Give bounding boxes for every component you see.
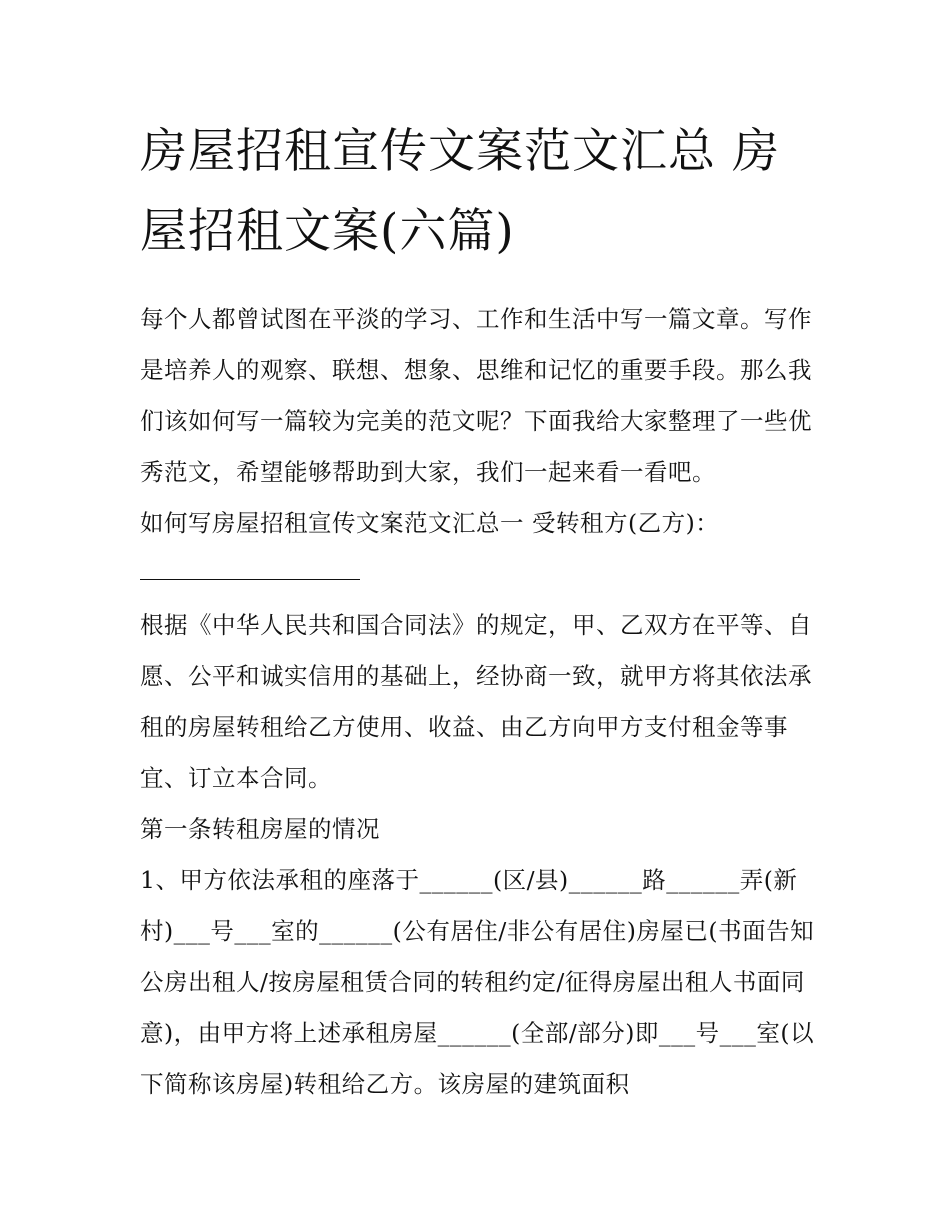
article-1-heading: 第一条转租房屋的情况: [140, 815, 380, 843]
signature-blank-line: [140, 549, 820, 600]
underline-rule: [140, 579, 360, 580]
contract-preamble-paragraph: 根据《中华人民共和国合同法》的规定，甲、乙双方在平等、自愿、公平和诚实信用的基础上，经协商一致，就甲方将其依法承租的房屋转租给乙方使用、收益、由乙方向甲方支付租金等事宜、订立本合同。: [140, 611, 812, 792]
article-1-clause-1: 1、甲方依法承租的座落于______(区/县)______路______弄(新村)___号___室的______(公有居住/非公有居住)房屋已(书面告知公房出租人/按房屋租赁合同的转租约定/征得房屋出租人书面同意)，由甲方将上述承租房屋______(全部/部分)即___号___室(以下简称该房屋)转租给乙方。该房屋的建筑面积: [140, 866, 815, 1098]
document-title: 房屋招租宣传文案范文汇总 房屋招租文案(六篇): [140, 124, 780, 259]
document-body: [140, 294, 820, 1110]
intro-paragraph: 每个人都曾试图在平淡的学习、工作和生活中写一篇文章。写作是培养人的观察、联想、想象、思维和记忆的重要手段。那么我们该如何写一篇较为完美的范文呢？下面我给大家整理了一些优秀范文，希望能够帮助到大家，我们一起来看一看吧。: [140, 305, 812, 486]
section-heading-line: 如何写房屋招租宣传文案范文汇总一 受转租方(乙方)：: [140, 509, 720, 537]
